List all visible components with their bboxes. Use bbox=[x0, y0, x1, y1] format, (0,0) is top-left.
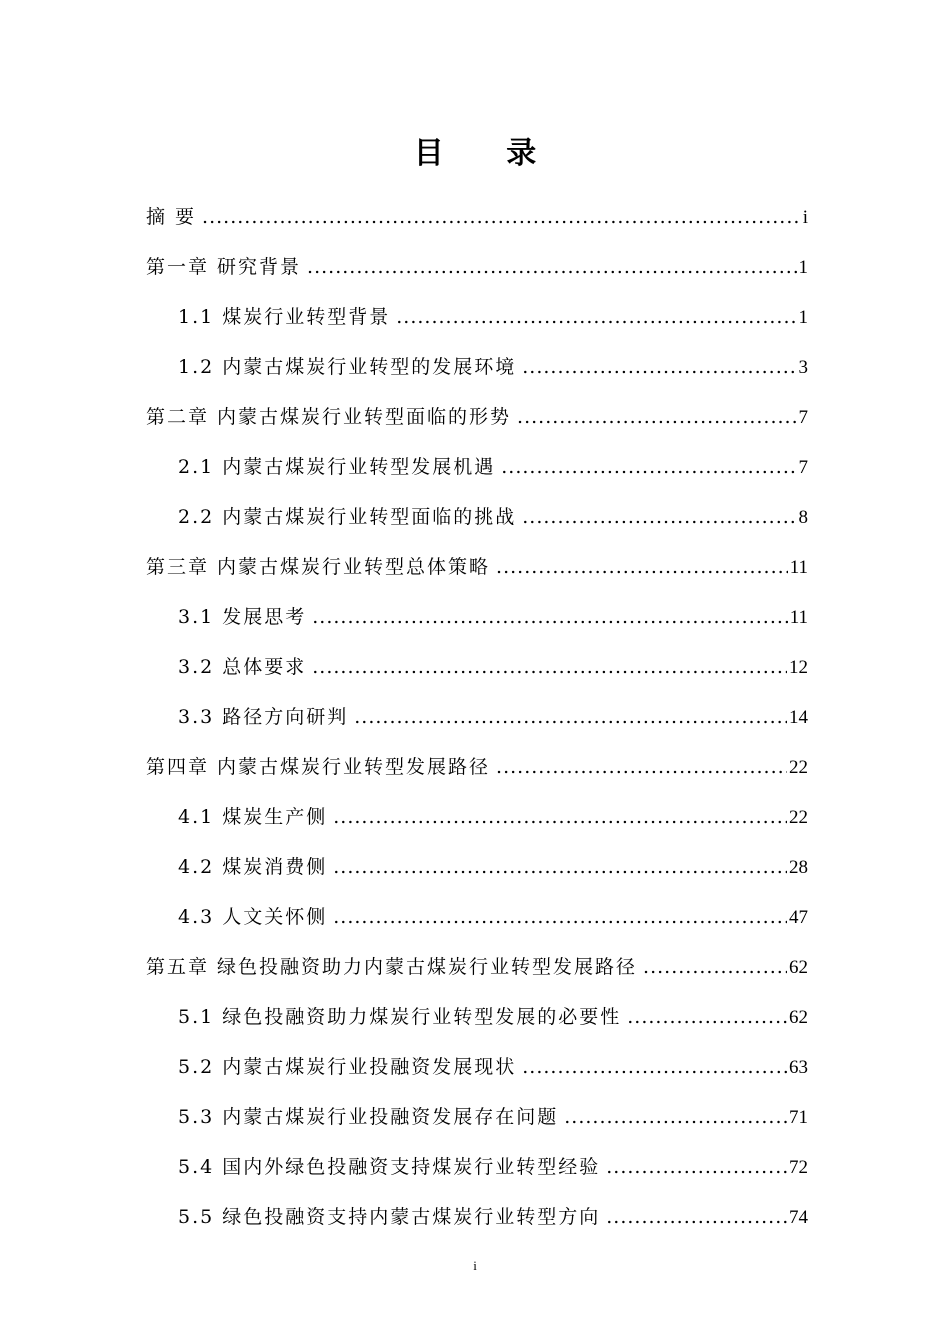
toc-entry[interactable] bbox=[146, 492, 808, 542]
toc-entry-page: 28 bbox=[789, 857, 808, 878]
toc-entry[interactable] bbox=[146, 442, 808, 492]
toc-entry[interactable] bbox=[146, 892, 808, 942]
toc-entry-page: 11 bbox=[789, 557, 808, 578]
toc-leader-dots bbox=[517, 392, 796, 442]
toc-entry-page: 62 bbox=[789, 957, 808, 978]
toc-leader-dots bbox=[627, 992, 787, 1042]
toc-entry-page: 22 bbox=[789, 757, 808, 778]
toc-entry-label: 3.2 总体要求 bbox=[178, 656, 307, 678]
toc-leader-dots bbox=[333, 792, 787, 842]
toc-entry[interactable] bbox=[146, 942, 808, 992]
toc-entry-label: 4.3 人文关怀侧 bbox=[178, 906, 328, 928]
toc-entry-label: 3.3 路径方向研判 bbox=[178, 706, 349, 728]
toc-leader-dots bbox=[496, 542, 788, 592]
toc-entry-page: 1 bbox=[798, 307, 808, 328]
toc-leader-dots bbox=[312, 642, 787, 692]
toc-entry-page: 3 bbox=[798, 357, 808, 378]
toc-entry-label: 4.2 煤炭消费侧 bbox=[178, 856, 328, 878]
toc-entry-page: 47 bbox=[789, 907, 808, 928]
toc-leader-dots bbox=[606, 1142, 787, 1192]
toc-entry[interactable] bbox=[146, 692, 808, 742]
toc-leader-dots bbox=[522, 342, 796, 392]
toc-entry-page: 12 bbox=[789, 657, 808, 678]
toc-entry-label: 5.4 国内外绿色投融资支持煤炭行业转型经验 bbox=[178, 1156, 601, 1178]
toc-entry-label: 第三章 内蒙古煤炭行业转型总体策略 bbox=[146, 556, 491, 578]
toc-entry[interactable] bbox=[146, 842, 808, 892]
toc-entry[interactable] bbox=[146, 292, 808, 342]
toc-entry-page: 72 bbox=[789, 1157, 808, 1178]
toc-leader-dots bbox=[606, 1192, 787, 1242]
toc-entry-label: 2.1 内蒙古煤炭行业转型发展机遇 bbox=[178, 456, 496, 478]
toc-entry-page: 14 bbox=[789, 707, 808, 728]
toc-leader-dots bbox=[312, 592, 787, 642]
toc-entry-label: 第二章 内蒙古煤炭行业转型面临的形势 bbox=[146, 406, 512, 428]
toc-entry[interactable] bbox=[146, 342, 808, 392]
toc-entry-label: 2.2 内蒙古煤炭行业转型面临的挑战 bbox=[178, 506, 517, 528]
toc-entry-page: 1 bbox=[798, 257, 808, 278]
toc-leader-dots bbox=[522, 492, 796, 542]
toc-leader-dots bbox=[333, 892, 787, 942]
toc-leader-dots bbox=[522, 1042, 787, 1092]
toc-leader-dots bbox=[307, 242, 796, 292]
toc-leader-dots bbox=[501, 442, 796, 492]
toc-entry-page: 7 bbox=[798, 407, 808, 428]
toc-leader-dots bbox=[496, 742, 787, 792]
toc-entry-page: 11 bbox=[789, 607, 808, 628]
toc-entry-page: 74 bbox=[789, 1207, 808, 1228]
toc-entry-label: 5.5 绿色投融资支持内蒙古煤炭行业转型方向 bbox=[178, 1206, 601, 1228]
toc-entry-page: 7 bbox=[798, 457, 808, 478]
toc-entry-label: 3.1 发展思考 bbox=[178, 606, 307, 628]
page-number: i bbox=[473, 1258, 477, 1273]
toc-entry[interactable] bbox=[146, 642, 808, 692]
toc-entry[interactable] bbox=[146, 992, 808, 1042]
toc-entry-label: 第一章 研究背景 bbox=[146, 256, 302, 278]
toc-leader-dots bbox=[354, 692, 787, 742]
toc-entry-label: 摘 要 bbox=[146, 206, 197, 228]
toc-entry-page: 62 bbox=[789, 1007, 808, 1028]
toc-entry-label: 5.1 绿色投融资助力煤炭行业转型发展的必要性 bbox=[178, 1006, 622, 1028]
toc-entry[interactable] bbox=[146, 1192, 808, 1242]
toc-entry-label: 4.1 煤炭生产侧 bbox=[178, 806, 328, 828]
toc-leader-dots bbox=[564, 1092, 787, 1142]
toc-entry[interactable] bbox=[146, 1092, 808, 1142]
toc-entry[interactable] bbox=[146, 392, 808, 442]
toc-leader-dots bbox=[202, 192, 801, 242]
toc-leader-dots bbox=[396, 292, 796, 342]
toc-entry[interactable] bbox=[146, 1142, 808, 1192]
toc-leader-dots bbox=[333, 842, 787, 892]
toc-entry-page: 63 bbox=[789, 1057, 808, 1078]
toc-entry-page: 8 bbox=[798, 507, 808, 528]
toc-entry-label: 5.3 内蒙古煤炭行业投融资发展存在问题 bbox=[178, 1106, 559, 1128]
toc-entry-label: 1.2 内蒙古煤炭行业转型的发展环境 bbox=[178, 356, 517, 378]
toc-entry[interactable] bbox=[146, 592, 808, 642]
toc-entry-label: 第五章 绿色投融资助力内蒙古煤炭行业转型发展路径 bbox=[146, 956, 638, 978]
toc-entry-label: 5.2 内蒙古煤炭行业投融资发展现状 bbox=[178, 1056, 517, 1078]
toc-entry-page: 22 bbox=[789, 807, 808, 828]
toc-leader-dots bbox=[643, 942, 787, 992]
toc-entry-label: 1.1 煤炭行业转型背景 bbox=[178, 306, 391, 328]
toc-entry-page: 71 bbox=[789, 1107, 808, 1128]
table-of-contents bbox=[146, 192, 808, 1242]
toc-entry[interactable] bbox=[146, 192, 808, 242]
toc-entry[interactable] bbox=[146, 742, 808, 792]
toc-entry[interactable] bbox=[146, 242, 808, 292]
page-title: 目 录 bbox=[413, 136, 563, 171]
toc-entry[interactable] bbox=[146, 792, 808, 842]
toc-entry-label: 第四章 内蒙古煤炭行业转型发展路径 bbox=[146, 756, 491, 778]
toc-entry[interactable] bbox=[146, 542, 808, 592]
toc-entry-page: i bbox=[802, 207, 808, 228]
toc-entry[interactable] bbox=[146, 1042, 808, 1092]
